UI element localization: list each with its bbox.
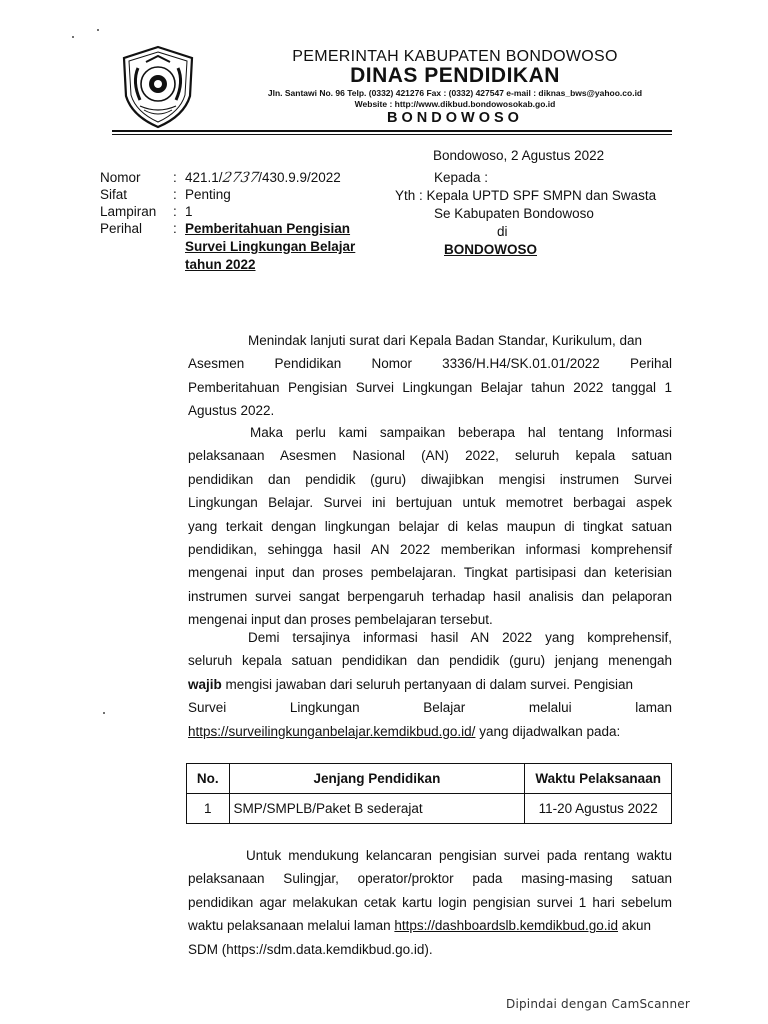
table-header-no: No. bbox=[187, 764, 230, 794]
meta-lampiran-label: Lampiran bbox=[100, 204, 157, 219]
meta-sifat-value: Penting bbox=[185, 187, 231, 202]
recipient-kepada: Kepada : bbox=[434, 170, 489, 185]
scan-speck bbox=[72, 36, 74, 38]
scanner-watermark: Dipindai dengan CamScanner bbox=[506, 997, 690, 1011]
paragraph-line: mengenai input dan proses pembelajaran tersebut. bbox=[188, 612, 493, 628]
dashboard-link[interactable]: https://dashboardslb.kemdikbud.go.id bbox=[394, 918, 619, 934]
paragraph-line: pendidikan, sehingga hasil AN 2022 memberikan informasi komprehensif bbox=[188, 541, 672, 557]
meta-perihal-line: tahun 2022 bbox=[185, 257, 256, 272]
table-header-waktu: Waktu Pelaksanaan bbox=[525, 764, 672, 794]
paragraph-information bbox=[188, 421, 672, 632]
paragraph-line: Demi tersajinya informasi hasil AN 2022 yang komprehensif, bbox=[248, 630, 672, 645]
letterhead-city: BONDOWOSO bbox=[387, 110, 523, 126]
table-row bbox=[187, 794, 672, 824]
meta-perihal-line: Pemberitahuan Pengisian bbox=[185, 221, 351, 236]
paragraph-line: pendidikan agar melakukan cetak kartu login pengisian survei 1 hari sebelum bbox=[188, 894, 672, 910]
paragraph-line: mengenai input dan proses pembelajaran. Tingkat partisipasi dan keterisian bbox=[188, 565, 672, 581]
meta-colon: : bbox=[173, 170, 177, 185]
paragraph-line: Survei Lingkungan Belajar melalui laman bbox=[188, 700, 672, 716]
meta-colon: : bbox=[173, 221, 177, 236]
letter-date: Bondowoso, 2 Agustus 2022 bbox=[433, 148, 605, 163]
paragraph-line: pendidikan dan pendidik (guru) diwajibkan mengisi instrumen Survei bbox=[188, 471, 672, 487]
survey-link[interactable]: https://surveilingkunganbelajar.kemdikbud.go.id/ bbox=[188, 723, 476, 739]
letterhead-office: DINAS PENDIDIKAN bbox=[350, 64, 560, 87]
table-cell-no: 1 bbox=[187, 794, 230, 824]
schedule-table bbox=[186, 763, 672, 824]
paragraph-line: https://surveilingkunganbelajar.kemdikbud.go.id/ yang dijadwalkan pada: bbox=[188, 723, 621, 739]
emphasis-wajib: wajib bbox=[188, 676, 222, 692]
paragraph-line: Agustus 2022. bbox=[188, 403, 275, 419]
table-cell-waktu: 11-20 Agustus 2022 bbox=[525, 794, 672, 824]
recipient-yth: Yth : Kepala UPTD SPF SMPN dan Swasta bbox=[395, 188, 657, 203]
paragraph-line: Untuk mendukung kelancaran pengisian survei pada rentang waktu bbox=[246, 848, 672, 863]
paragraph-line: Asesmen Pendidikan Nomor 3336/H.H4/SK.01.01/2022 Perihal bbox=[188, 356, 672, 372]
paragraph-line: pelaksanaan Asesmen Nasional (AN) 2022, seluruh kepala satuan bbox=[188, 448, 672, 464]
paragraph-line: seluruh kepala satuan pendidikan dan pendidik (guru) jenjang menengah bbox=[188, 653, 672, 669]
paragraph-line: wajib mengisi jawaban dari seluruh pertanyaan di dalam survei. Pengisian bbox=[188, 676, 634, 692]
letterhead-address: Jln. Santawi No. 96 Telp. (0332) 421276 Fax : (0332) 427547 e-mail : diknas_bws@yahoo.co.id bbox=[267, 88, 643, 98]
paragraph-obligation bbox=[188, 626, 672, 743]
paragraph-line: Maka perlu kami sampaikan beberapa hal tentang Informasi bbox=[250, 425, 672, 440]
letterhead-website: Website : http://www.dikbud.bondowosokab.go.id bbox=[354, 99, 556, 109]
paragraph-line: Lingkungan Belajar. Survei ini bertujuan untuk memotret berbagai aspek bbox=[188, 495, 672, 511]
meta-nomor-label: Nomor bbox=[100, 170, 141, 185]
paragraph-line: waktu pelaksanaan melalui laman https://dashboardslb.kemdikbud.go.id akun bbox=[188, 918, 652, 934]
meta-colon: : bbox=[173, 187, 177, 202]
handwritten-number: 2737 bbox=[221, 170, 260, 186]
paragraph-intro bbox=[188, 329, 672, 423]
meta-sifat-label: Sifat bbox=[100, 187, 128, 202]
recipient-di: di bbox=[497, 224, 508, 239]
meta-lampiran-value: 1 bbox=[185, 204, 193, 219]
letterhead-rule-thin bbox=[112, 134, 672, 135]
scan-speck bbox=[103, 712, 105, 714]
table-header-row bbox=[187, 764, 672, 794]
paragraph-support bbox=[188, 844, 672, 961]
paragraph-line: instrumen survei sangat berpengaruh terhadap hasil analisis dan pelaporan bbox=[188, 588, 672, 604]
recipient-line2: Se Kabupaten Bondowoso bbox=[434, 206, 594, 221]
meta-perihal-label: Perihal bbox=[100, 221, 143, 236]
table-cell-jenjang: SMP/SMPLB/Paket B sederajat bbox=[229, 794, 525, 824]
table-header-jenjang: Jenjang Pendidikan bbox=[229, 764, 525, 794]
paragraph-line: yang terkait dengan lingkungan belajar di kelas maupun di tingkat satuan bbox=[188, 518, 672, 534]
meta-colon: : bbox=[173, 204, 177, 219]
paragraph-line: pelaksanaan Sulingjar, operator/proktor pada masing-masing satuan bbox=[188, 871, 672, 887]
meta-perihal-line: Survei Lingkungan Belajar bbox=[185, 239, 356, 254]
paragraph-line: Menindak lanjuti surat dari Kepala Badan Standar, Kurikulum, dan bbox=[248, 333, 642, 348]
meta-nomor-value: 421.1/2737/430.9.9/2022 bbox=[185, 170, 341, 186]
scan-speck bbox=[97, 29, 99, 31]
paragraph-line: SDM (https://sdm.data.kemdikbud.go.id). bbox=[188, 941, 433, 957]
letterhead-government: PEMERINTAH KABUPATEN BONDOWOSO bbox=[292, 48, 618, 65]
regency-emblem-icon bbox=[118, 44, 198, 130]
recipient-city: BONDOWOSO bbox=[444, 242, 537, 257]
paragraph-line: Pemberitahuan Pengisian Survei Lingkungan Belajar tahun 2022 tanggal 1 bbox=[188, 379, 672, 395]
letterhead-rule-thick bbox=[112, 130, 672, 132]
